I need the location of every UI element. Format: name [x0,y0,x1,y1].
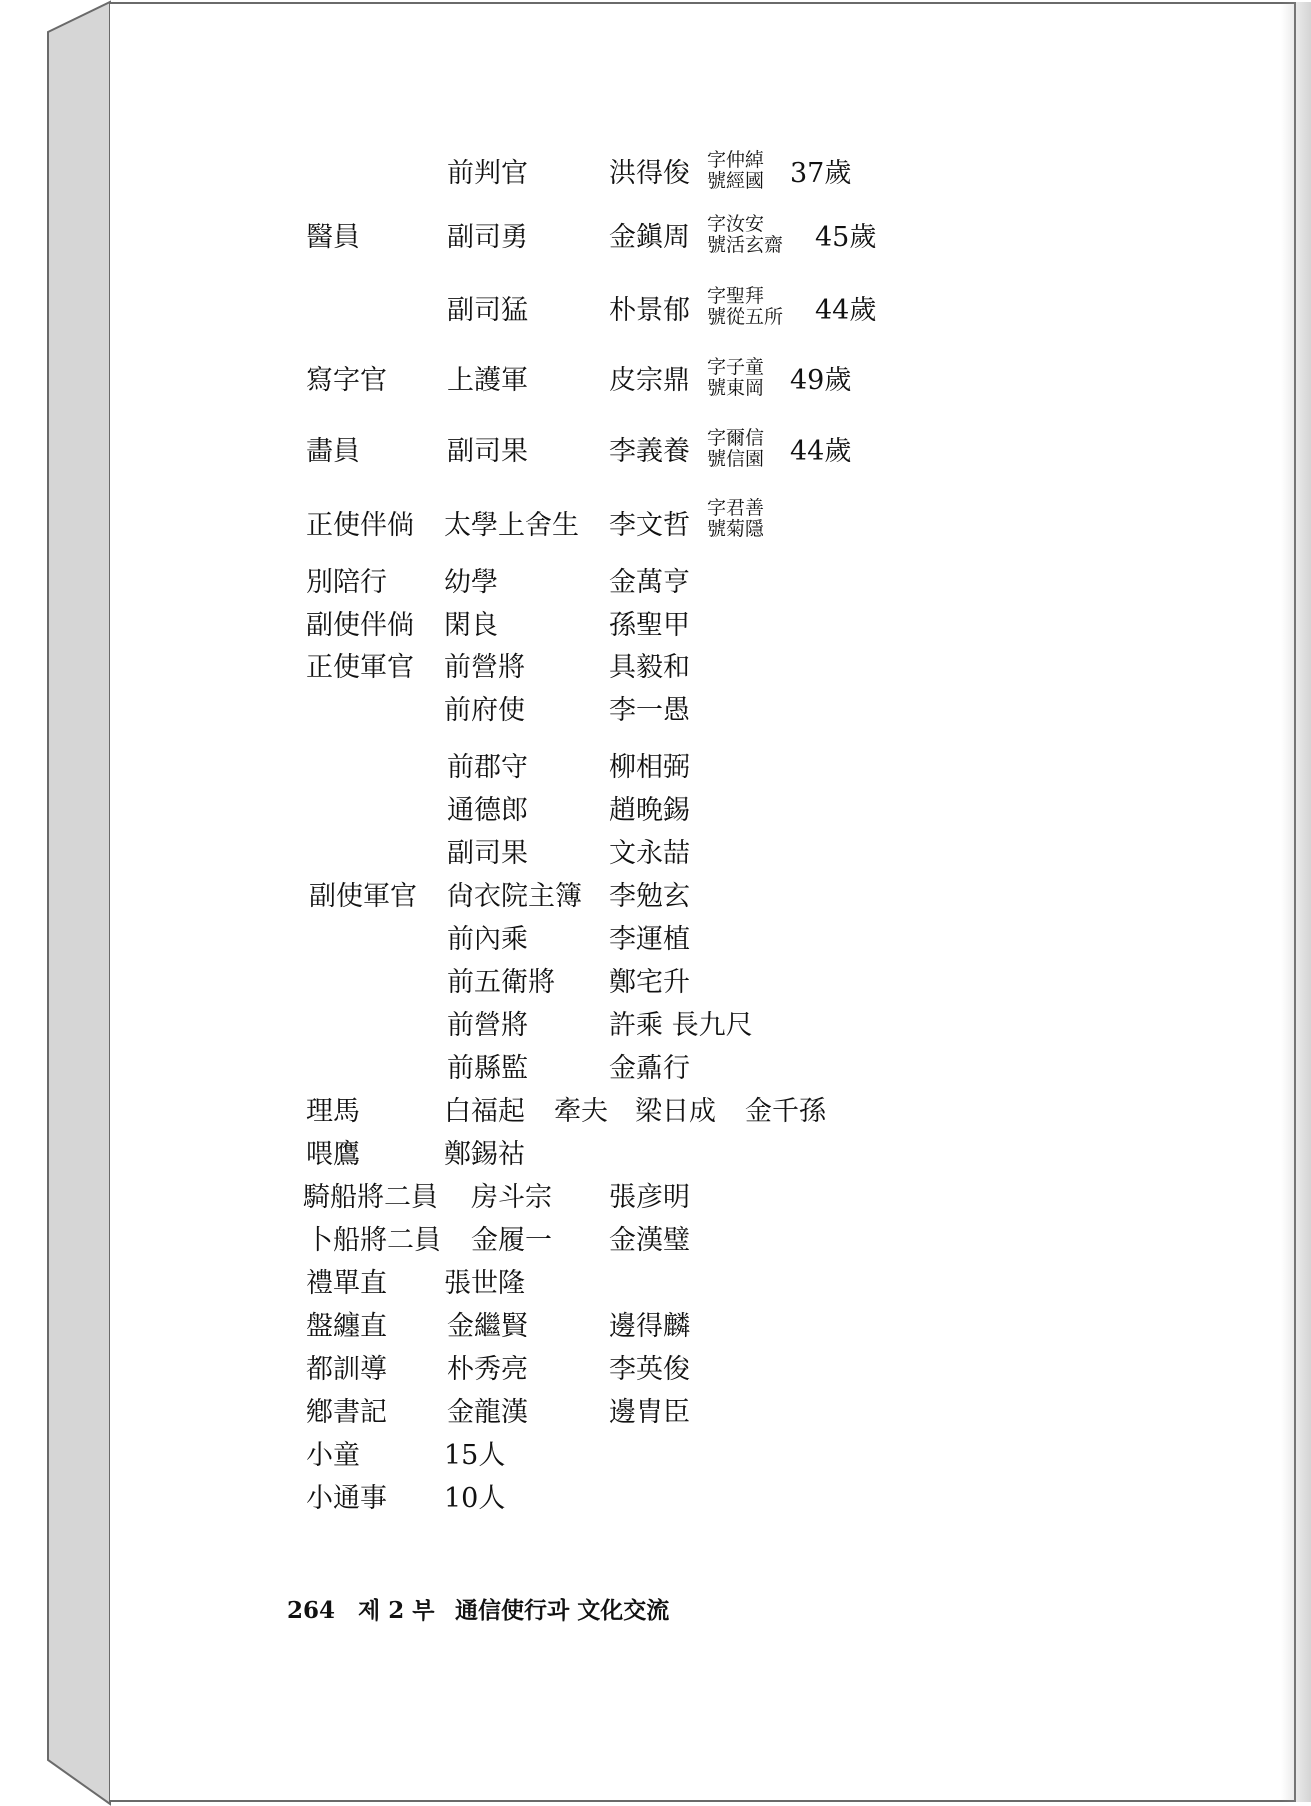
rank: 通德郎 [447,795,528,826]
role: 寫字官 [306,365,387,396]
rank: 前府使 [444,695,525,726]
courtesy-name: 字汝安 [707,213,765,235]
courtesy-name: 字仲綽 [707,149,765,171]
pen-name: 號經國 [707,170,765,192]
rank: 前判官 [447,158,528,189]
person-name: 金龍漢 [447,1397,528,1428]
role: 理馬 [306,1096,360,1127]
role: 別陪行 [306,567,387,598]
rank: 副司猛 [447,295,528,326]
person-name: 金千孫 [745,1096,826,1127]
rank: 副司勇 [447,222,528,253]
person-name: 柳相弼 [609,752,690,783]
role: 副使伴倘 [306,610,414,641]
person-name: 邊得麟 [609,1311,690,1342]
pen-name: 號信園 [707,448,765,470]
role: 畵員 [306,436,360,467]
person-name: 李義養 [609,436,690,467]
person-name: 金漢璧 [609,1225,690,1256]
rank: 幼學 [444,567,498,598]
person-name: 金鎭周 [609,222,690,253]
role: 鄕書記 [306,1397,387,1428]
person-name: 鄭宅升 [609,967,690,998]
role: 正使軍官 [306,652,414,683]
role: 都訓導 [306,1354,387,1385]
person-name: 具毅和 [609,652,690,683]
person-name: 洪得俊 [609,158,690,189]
role: 正使伴倘 [306,510,414,541]
person-name: 趙晩錫 [609,795,690,826]
person-name: 梁日成 [635,1096,716,1127]
person-name: 許乘 長九尺 [609,1010,753,1041]
person-name: 李一愚 [609,695,690,726]
rank: 副司果 [447,838,528,869]
person-name: 鄭錫祜 [444,1139,525,1170]
part-label: 제 2 부 [358,1597,435,1624]
rank: 上護軍 [447,365,528,396]
rank: 副司果 [447,436,528,467]
person-name: 張世隆 [444,1268,525,1299]
courtesy-name: 字聖拜 [707,285,765,307]
person-name: 張彦明 [609,1182,690,1213]
role: 副使軍官 [309,881,417,912]
pen-name: 號從五所 [707,306,784,328]
person-name: 金萬亨 [609,567,690,598]
rank: 前郡守 [447,752,528,783]
courtesy-name: 字爾信 [707,427,765,449]
pen-name: 號菊隱 [707,518,765,540]
person-name: 朴景郁 [609,295,690,326]
rank: 前內乘 [447,924,528,955]
age: 44歲 [790,436,852,467]
person-name: 房斗宗 [471,1182,552,1213]
rank: 前縣監 [447,1053,528,1084]
person-name: 邊胄臣 [609,1397,690,1428]
role: 卜船將二員 [306,1225,441,1256]
rank: 前營將 [447,1010,528,1041]
person-name: 白福起 [444,1096,525,1127]
role: 小通事 [306,1483,387,1514]
person-name: 孫聖甲 [609,610,690,641]
rank: 前營將 [444,652,525,683]
person-name: 文永喆 [609,838,690,869]
role: 禮單直 [306,1268,387,1299]
role: 小童 [306,1440,360,1471]
role: 醫員 [306,222,360,253]
count: 10人 [444,1483,506,1514]
age: 37歲 [790,158,852,189]
age: 45歲 [815,222,877,253]
courtesy-name: 字子童 [707,356,765,378]
person-name: 金鼒行 [609,1053,690,1084]
person-name: 李文哲 [609,510,690,541]
person-name: 金履一 [471,1225,552,1256]
person-name: 皮宗鼎 [609,365,690,396]
person-name: 金繼賢 [447,1311,528,1342]
person-name: 牽夫 [554,1096,608,1127]
courtesy-name: 字君善 [707,497,765,519]
role: 盤纏直 [306,1311,387,1342]
rank: 前五衛將 [447,967,555,998]
rank: 閑良 [444,610,498,641]
rank: 太學上舍生 [444,510,579,541]
age: 49歲 [790,365,852,396]
pen-name: 號東岡 [707,377,765,399]
page-number: 264 [287,1597,336,1624]
age: 44歲 [815,295,877,326]
person-name: 李運植 [609,924,690,955]
person-name: 朴秀亮 [447,1354,528,1385]
running-title: 通信使行과 文化交流 [455,1597,670,1624]
person-name: 李英俊 [609,1354,690,1385]
rank: 尙衣院主簿 [447,881,582,912]
count: 15人 [444,1440,506,1471]
pen-name: 號活玄齋 [707,234,784,256]
person-name: 李勉玄 [609,881,690,912]
role: 騎船將二員 [303,1182,438,1213]
role: 喂鷹 [306,1139,360,1170]
